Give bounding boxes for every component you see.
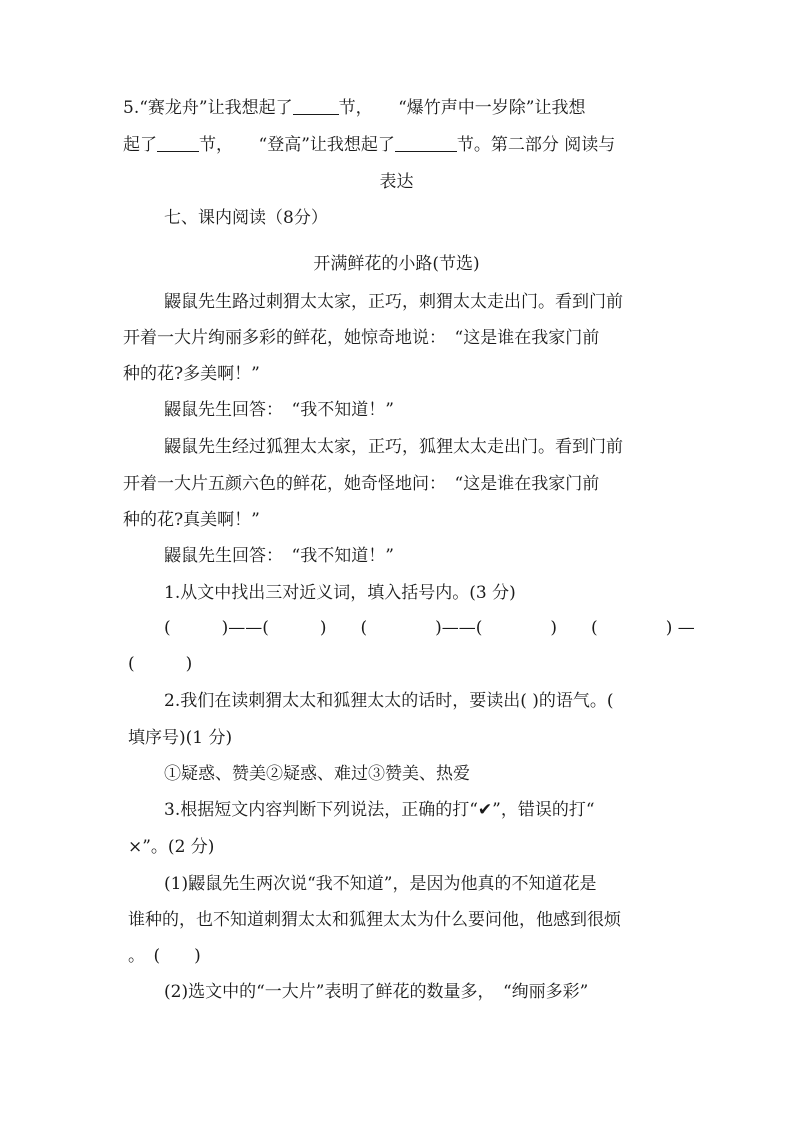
passage-line: 开着一大片五颜六色的鲜花，她奇怪地问： “这是谁在我家门前: [123, 474, 600, 494]
q5-text: 节， “登高”让我想起了: [199, 135, 395, 155]
q5-text: 起了: [123, 135, 157, 155]
passage-line: 开着一大片绚丽多彩的鲜花，她惊奇地说： “这是谁在我家门前: [123, 328, 600, 348]
question-2: 填序号)(1 分): [128, 728, 233, 748]
passage-line: 鼹鼠先生回答： “我不知道！”: [164, 546, 394, 566]
question-1-answer-blanks[interactable]: ( )——( ) ( )——( ) ( ) —: [164, 618, 695, 638]
statement-1: (1)鼹鼠先生两次说“我不知道”，是因为他真的不知道花是: [164, 874, 597, 894]
question-3-text: 3.根据短文内容判断下列说法，正确的打“: [164, 800, 478, 820]
answer-blank[interactable]: [395, 135, 457, 152]
answer-blank[interactable]: [293, 98, 339, 115]
statement-1: 谁种的，也不知道刺猬太太和狐狸太太为什么要问他，他感到很烦: [128, 910, 621, 930]
question-2-options: ①疑惑、赞美②疑惑、难过③赞美、热爱: [164, 764, 470, 784]
statement-1: 。 ( ): [128, 946, 201, 966]
passage-title: 开满鲜花的小路(节选): [313, 254, 480, 274]
passage-line: 鼹鼠先生回答： “我不知道！”: [164, 400, 394, 420]
statement-2: (2)选文中的“一大片”表明了鲜花的数量多， “绚丽多彩”: [164, 982, 589, 1002]
check-mark-icon: ✔: [477, 800, 493, 820]
question-1: 1.从文中找出三对近义词，填入括号内。(3 分): [164, 583, 516, 603]
passage-line: 种的花?多美啊！”: [123, 364, 260, 384]
q5-line-2: [123, 135, 793, 155]
passage-line: 鼹鼠先生经过狐狸太太家，正巧，狐狸太太走出门。看到门前: [164, 437, 623, 457]
q5-text: 5.“赛龙舟”让我想起了: [123, 98, 293, 118]
q5-line-1: [123, 98, 793, 118]
q5-text: 节。第二部分 阅读与: [456, 135, 616, 155]
question-3: ×”。(2 分): [128, 837, 215, 857]
question-3-text: ”，错误的打“: [492, 800, 595, 820]
q5-text: 表达: [379, 172, 414, 192]
passage-line: 鼹鼠先生路过刺猬太太家，正巧，刺猬太太走出门。看到门前: [164, 292, 623, 312]
q5-line-3: [0, 172, 793, 192]
passage-line: 种的花?真美啊！”: [123, 510, 260, 530]
q5-text: 节， “爆竹声中一岁除”让我想: [338, 98, 586, 118]
answer-blank[interactable]: [157, 135, 199, 152]
question-1-answer-blanks[interactable]: ( ): [128, 654, 193, 674]
question-2: 2.我们在读刺猬太太和狐狸太太的话时，要读出( )的语气。(: [164, 691, 614, 711]
question-3: [164, 800, 793, 820]
section-heading: 七、课内阅读（8分）: [164, 208, 328, 228]
